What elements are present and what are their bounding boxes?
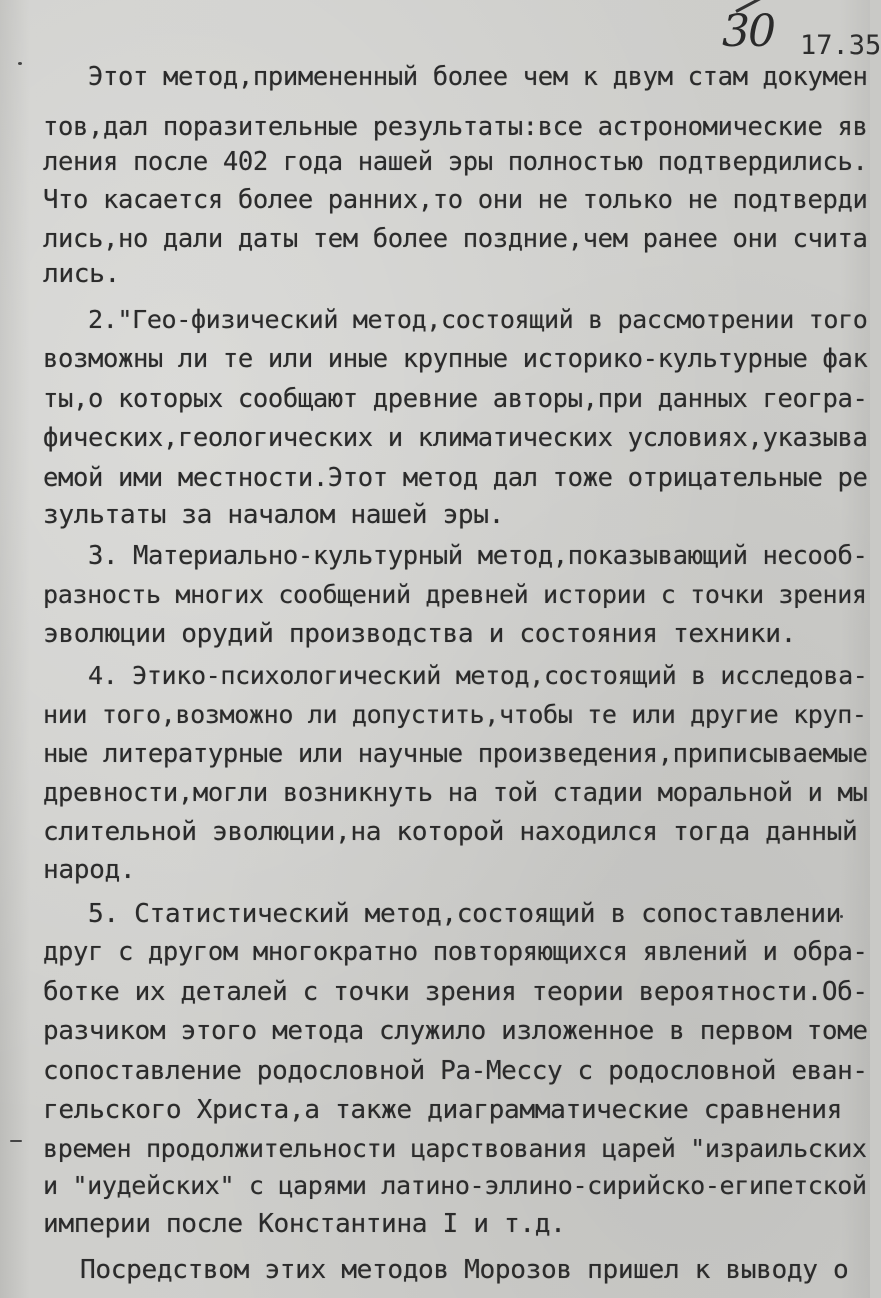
text-line: слительной эволюции,на которой находился тогда данный — [43, 817, 858, 847]
text-line: ления после 402 года нашей эры полностью подтвердились. — [43, 147, 868, 177]
text-line: 3. Материально-культурный метод,показывающий несооб- — [88, 541, 868, 571]
text-line: лись. — [43, 259, 120, 289]
text-line: тов,дал поразительные результаты:все астрономические яв — [43, 112, 868, 142]
text-line: эволюции орудий производства и состояния техники. — [43, 619, 796, 649]
page-number: 17.35 — [800, 30, 881, 61]
text-line: лись,но дали даты тем более поздние,чем ранее они счита — [43, 224, 868, 254]
text-line: разность многих сообщений древней истории с точки зрения — [43, 580, 867, 609]
text-line: и "иудейских" с царями латино-эллино-сирийско-египетской — [43, 1171, 867, 1200]
text-line: империи после Константина I и т.д. — [43, 1209, 566, 1239]
text-line: гельского Христа,а также диаграмматические сравнения — [43, 1095, 843, 1125]
text-line: древности,могли возникнуть на той стадии моральной и мы — [43, 778, 868, 808]
text-line: зультаты за началом нашей эры. — [43, 500, 504, 530]
dust-speck — [10, 1140, 22, 1142]
text-line: 5. Статистический метод,состоящий в сопоставлении — [88, 899, 841, 929]
text-line: ты,о которых сообщают древние авторы,при данных геогра- — [43, 384, 868, 414]
text-line: ботке их деталей с точки зрения теории вероятности.Об- — [43, 977, 868, 1007]
text-line: фических,геологических и климатических условиях,указыва — [43, 423, 868, 453]
text-line: Посредством этих методов Морозов пришел к выводу о — [80, 1255, 849, 1285]
text-line: Что касается более ранних,то они не только не подтверди — [43, 185, 868, 215]
text-line: ные литературные или научные произведения,приписываемые — [43, 739, 868, 769]
archive-number-handwritten: 30 — [722, 6, 774, 57]
text-line: сопоставление родословной Ра-Мессу с родословной еван- — [43, 1056, 868, 1086]
text-line: 2."Гео-физический метод,состоящий в рассмотрении того — [88, 305, 868, 334]
text-line: друг с другом многократно повторяющихся явлений и обра- — [43, 937, 868, 967]
dust-speck — [18, 62, 22, 65]
text-line: возможны ли те или иные крупные историко-культурные фак — [43, 344, 868, 374]
text-line: разчиком этого метода служило изложенное в первом томе — [43, 1016, 868, 1046]
text-line: нии того,возможно ли допустить,чтобы те или другие круп- — [43, 700, 867, 729]
text-line: времен продолжительности царствования царей "израильских — [43, 1134, 867, 1163]
text-line: народ. — [43, 855, 136, 885]
text-line: Этот метод,примененный более чем к двум стам докумен — [88, 62, 868, 92]
text-line: емой ими местности.Этот метод дал тоже отрицательные ре — [43, 463, 868, 493]
text-line: 4. Этико-психологический метод,состоящий в исследова- — [88, 661, 868, 690]
